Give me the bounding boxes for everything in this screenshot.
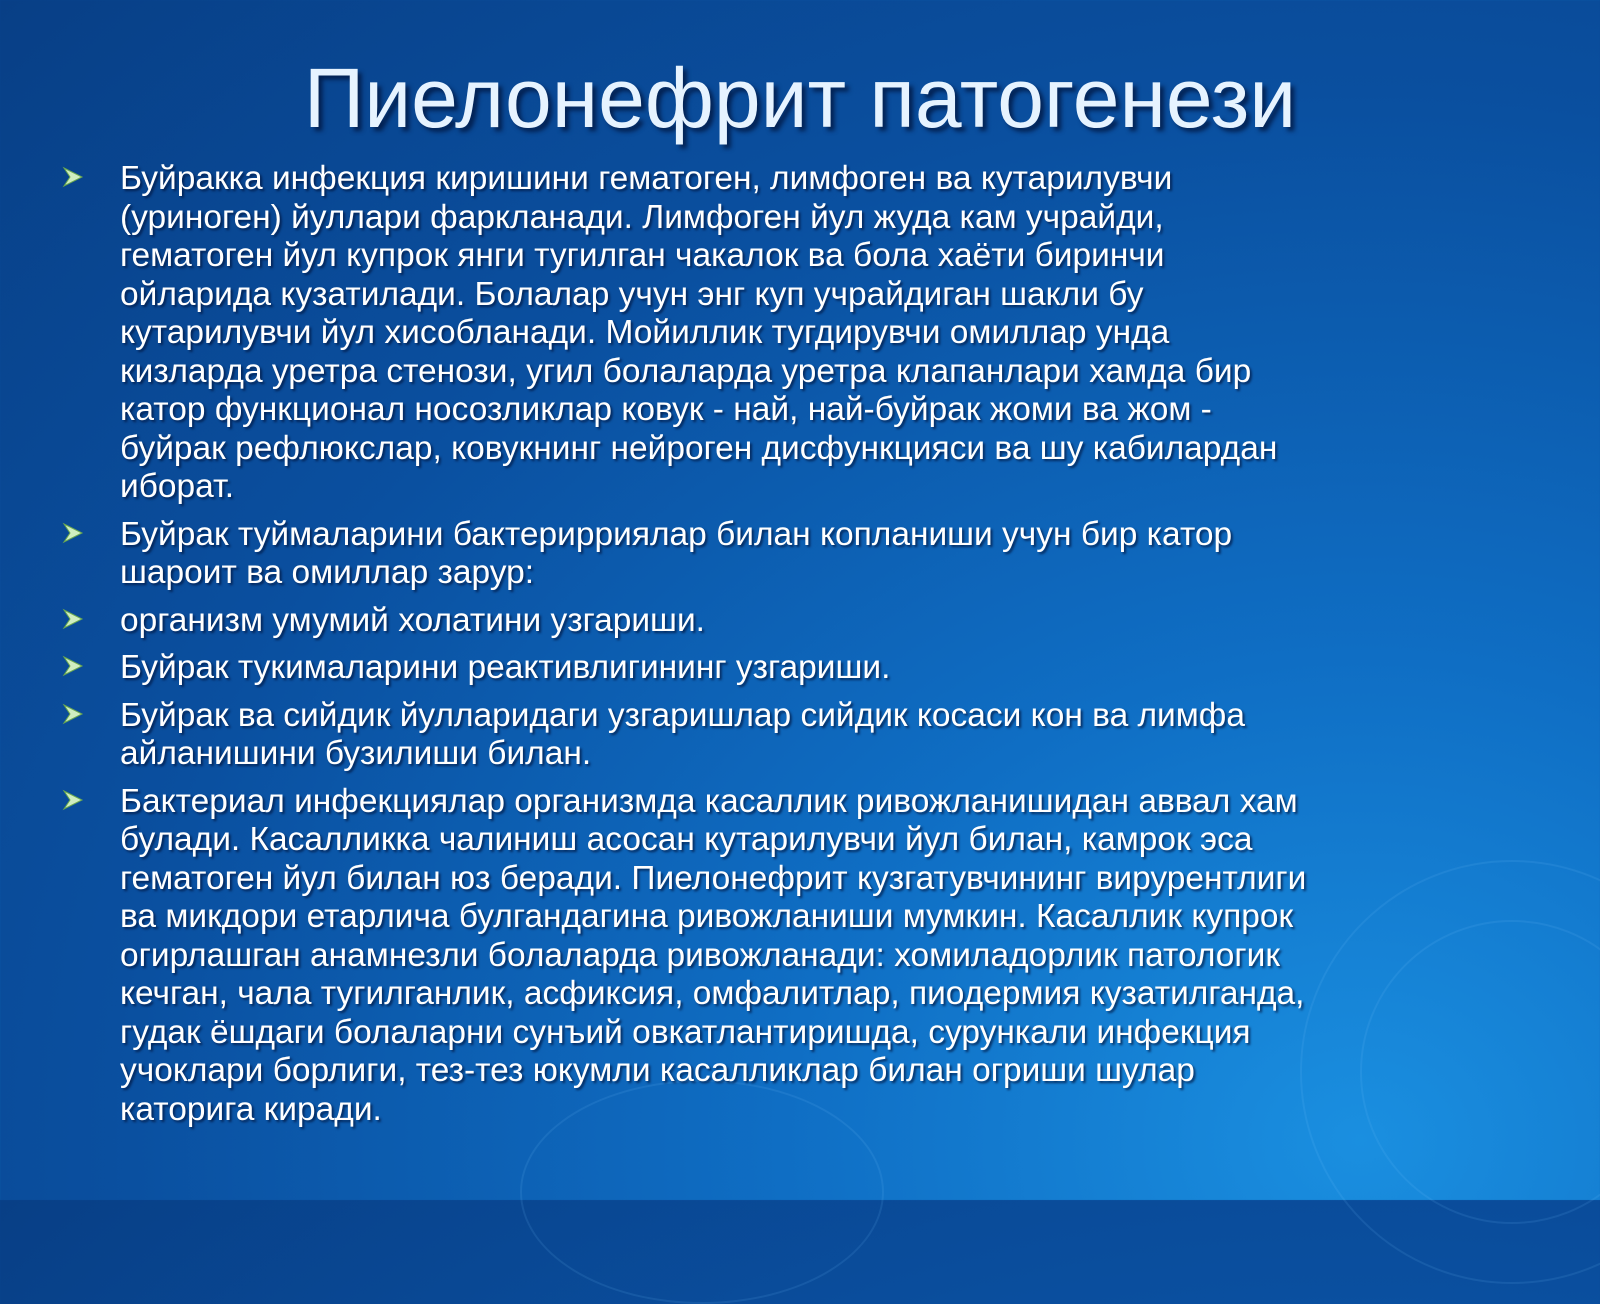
arrowhead-bullet-icon: [62, 703, 84, 725]
bullet-item: [60, 649, 1560, 688]
bullet-text: Буйрак ва сийдик йулларидаги узгаришлар сийдик косаси кон ва лимфа айланишини бузилиши билан.: [120, 696, 1245, 772]
arrowhead-bullet-icon: [62, 608, 84, 630]
bullet-item: [60, 602, 1560, 641]
bullet-item: [60, 697, 1560, 774]
bullet-item: [60, 160, 1560, 507]
slide-title: Пиелонефрит патогенези: [303, 51, 1297, 145]
bullet-text: организм умумий холатини узгариши.: [120, 601, 705, 639]
bullet-text: Бактериал инфекциялар организмда касаллик ривожланишидан аввал хам булади. Касалликка чалиниш асосан кутарилувчи йул билан, камрок эса гематоген йул билан юз беради. Пиелонефрит кузгатувчининг вирурентлиги ва микдори етарлича булгандагина ривожланиши мумкин. Касаллик купрок огирлашган анамнезли болаларда ривожланади: хомиладорлик патологик кечган, чала тугилганлик, асфиксия, омфалитлар, пиодермия кузатилганда, гудак ёшдаги болаларни сунъий овкатлантиришда, сурункали инфекция учоклари борлиги, тез-тез юкумли касалликлар билан огриши шулар каторига киради.: [120, 782, 1307, 1128]
bullet-text: Буйрак туймаларини бактерирриялар билан копланиши учун бир катор шароит ва омиллар зарур:: [120, 515, 1233, 591]
arrowhead-bullet-icon: [62, 789, 84, 811]
arrowhead-bullet-icon: [62, 655, 84, 677]
bullet-text: Буйрак тукималарини реактивлигининг узгариши.: [120, 649, 891, 686]
bullet-item: [60, 783, 1560, 1130]
bullet-text: Буйракка инфекция киришини гематоген, лимфоген ва кутарилувчи (уриноген) йуллари фаркланади. Лимфоген йул жуда кам учрайди, гематоген йул купрок янги тугилган чакалок ва бола хаёти биринчи ойларида кузатилади. Болалар учун энг куп учрайдиган шакли бу кутарилувчи йул хисобланади. Мойиллик тугдирувчи омиллар унда кизларда уретра стенози, угил болаларда уретра клапанлари хамда бир катор функционал носозликлар ковук - най, най-буйрак жоми ва жом - буйрак рефлюкслар, ковукнинг нейроген дисфункцияси ва шу кабилардан иборат.: [120, 160, 1278, 505]
arrowhead-bullet-icon: [62, 522, 84, 544]
bullet-item: [60, 516, 1560, 593]
bullet-list: [60, 160, 1560, 1138]
arrowhead-bullet-icon: [62, 166, 84, 188]
